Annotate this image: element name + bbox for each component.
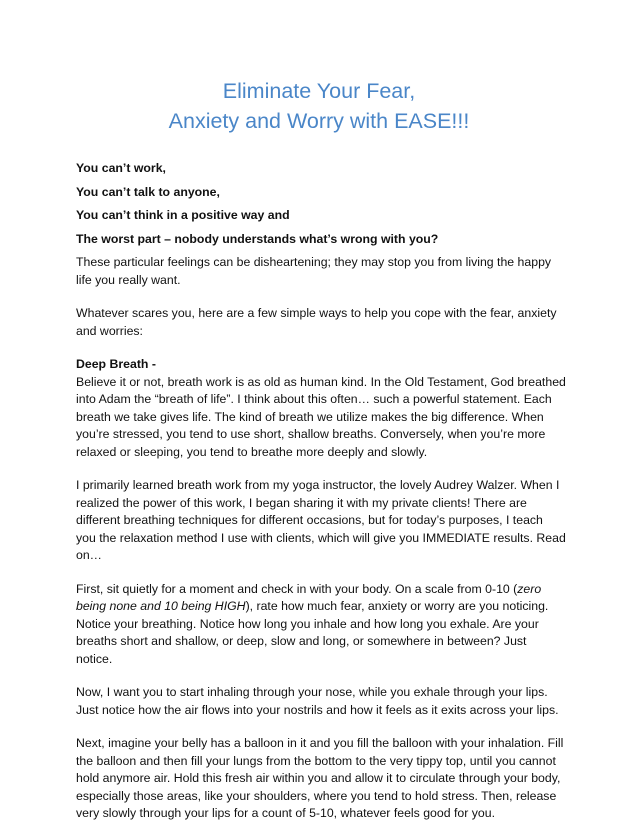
paragraph-yoga: I primarily learned breath work from my yoga instructor, the lovely Audrey Walzer. When I realized the power of this work, I began sharing it with my private clients! There are different breathing techniques for different occasions, but for today’s purposes, I teach you the relaxation method I use with clients, which will give you IMMEDIATE results. Read on… (76, 478, 566, 562)
paragraph-balloon: Next, imagine your belly has a balloon in it and you fill the balloon with your inhalation. Fill the balloon and then fill your lungs from the bottom to the very tippy top, until you cannot hold anymore air. Hold this fresh air within you and allow it to circulate through your body, especially those areas, like your shoulders, where you tend to hold stress. Then, release very slowly through your lips for a count of 5-10, whatever feels good for you. (76, 736, 564, 820)
document-body (76, 160, 566, 839)
deep-breath-heading: Deep Breath - (76, 357, 156, 371)
scale-text-after: ), rate how much fear, anxiety or worry are you noticing. Notice your breathing. Notice how long you inhale and how long you exhale. Are your breaths short and shallow, or deep, slow and long, or somewhere in between? Just notice. (76, 599, 549, 666)
paragraph-coping: Whatever scares you, here are a few simple ways to help you cope with the fear, anxiety and worries: (76, 306, 557, 338)
deep-breath-text: Believe it or not, breath work is as old as human kind. In the Old Testament, God breathed into Adam the “breath of life”. I think about this often… such a powerful statement. Each breath we take gives life. The kind of breath we utilize makes the big difference. When you’re stressed, you tend to use short, shallow breaths. Conversely, when you’re more relaxed or sleeping, you tend to breathe more deeply and slowly. (76, 374, 566, 459)
paragraph-scale (76, 581, 566, 669)
paragraph-deep-breath (76, 356, 566, 461)
title-line-1: Eliminate Your Fear, (222, 79, 416, 103)
title-line-2: Anxiety and Worry with EASE!!! (168, 109, 470, 133)
scale-text-before: First, sit quietly for a moment and check in with your body. On a scale from 0-10 ( (76, 581, 518, 596)
scale-text-italic: zero being none and 10 being HIGH (76, 581, 542, 613)
page-title (0, 76, 638, 136)
lead-line-3: You can’t think in a positive way and (76, 208, 290, 222)
paragraph-inhale: Now, I want you to start inhaling through your nose, while you exhale through your lips. Just notice how the air flows into your nostrils and how it feels as it exits across your lips. (76, 685, 559, 717)
lead-line-2: You can’t talk to anyone, (76, 184, 220, 199)
lead-line-4: The worst part – nobody understands what’s wrong with you? (76, 231, 439, 246)
lead-line-1: You can’t work, (76, 161, 166, 175)
paragraph-intro: These particular feelings can be disheartening; they may stop you from living the happy life you really want. (76, 255, 552, 287)
